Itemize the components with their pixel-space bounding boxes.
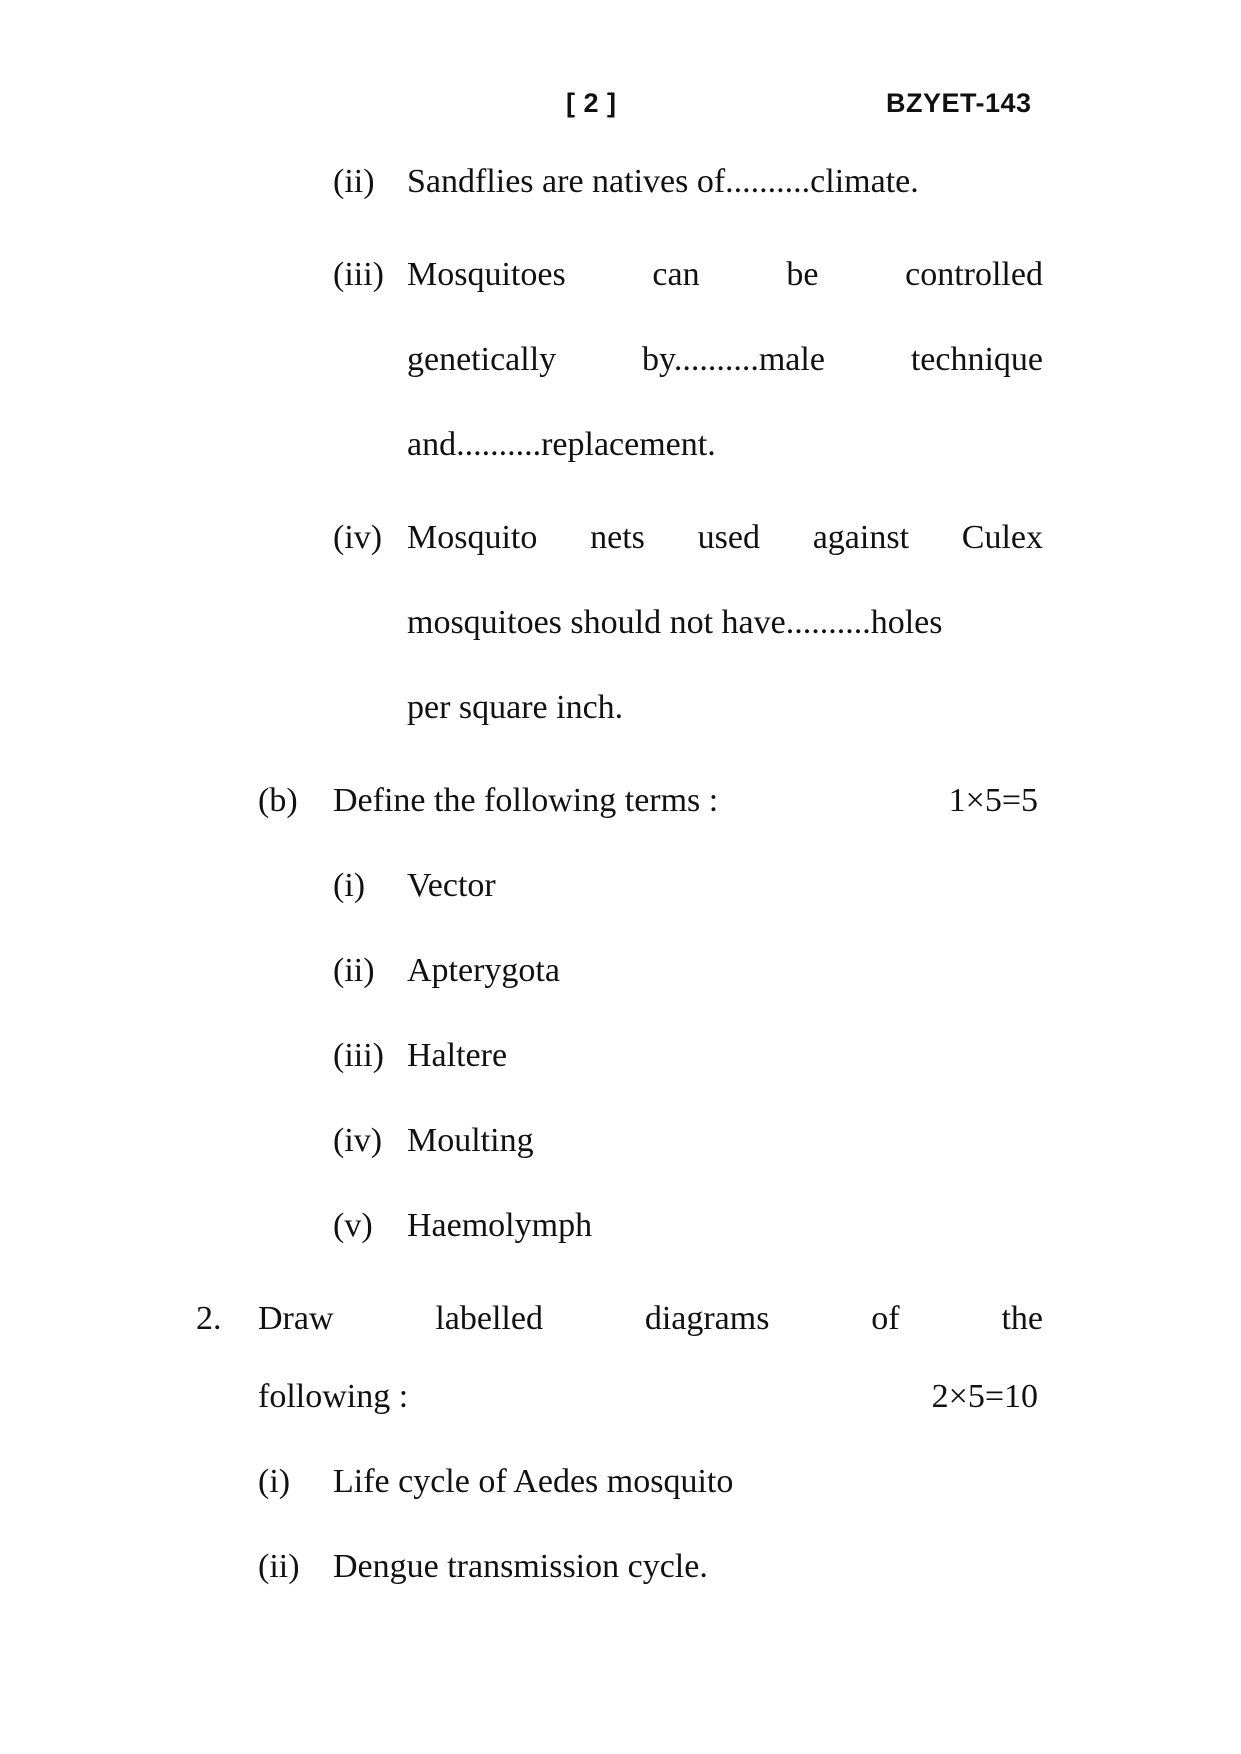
term: Haemolymph <box>407 1207 593 1244</box>
item-number: (iv) <box>333 1122 383 1159</box>
term: Apterygota <box>407 952 560 989</box>
item-number: (iii) <box>333 1037 384 1074</box>
question-text-line: per square inch. <box>407 689 624 726</box>
question-text: Sandflies are natives of..........climate. <box>407 163 919 200</box>
term: Vector <box>407 867 496 904</box>
page-number: [ 2 ] <box>566 88 617 118</box>
word: of <box>871 1300 900 1337</box>
word: against <box>812 519 910 556</box>
word: controlled <box>905 256 1043 293</box>
item-number: (iii) <box>333 256 384 293</box>
question-text-line <box>407 340 1043 380</box>
paper-code: BZYET-143 <box>886 88 1032 118</box>
word: used <box>697 519 760 556</box>
item-number: (ii) <box>333 163 375 200</box>
item-number: (iv) <box>333 519 383 556</box>
item-number: (i) <box>333 867 366 904</box>
word: technique <box>910 341 1043 378</box>
word: can <box>652 256 700 293</box>
question-number: 2. <box>196 1300 222 1337</box>
section-text: Define the following terms : <box>333 782 719 819</box>
section-label: (b) <box>258 782 298 819</box>
word: diagrams <box>644 1300 770 1337</box>
diagram-item: Dengue transmission cycle. <box>333 1548 708 1585</box>
word: by..........male <box>642 341 825 378</box>
term: Moulting <box>407 1122 534 1159</box>
item-number: (ii) <box>333 952 375 989</box>
word: Draw <box>258 1300 334 1337</box>
item-number: (v) <box>333 1207 373 1244</box>
item-number: (ii) <box>258 1548 300 1585</box>
question-text-line <box>407 518 1043 558</box>
question-text-line <box>258 1299 1043 1339</box>
question-text-line: following : <box>258 1378 409 1415</box>
question-text-line: and..........replacement. <box>407 426 716 463</box>
question-text-line <box>407 255 1043 295</box>
term: Haltere <box>407 1037 508 1074</box>
diagram-item: Life cycle of Aedes mosquito <box>333 1463 734 1500</box>
word: Culex <box>961 519 1043 556</box>
word: nets <box>590 519 645 556</box>
word: be <box>786 256 819 293</box>
word: genetically <box>407 341 557 378</box>
word: labelled <box>435 1300 543 1337</box>
question-text-line: mosquitoes should not have..........holes <box>407 604 943 641</box>
word: the <box>1001 1300 1043 1337</box>
marks: 2×5=10 <box>931 1378 1038 1415</box>
marks: 1×5=5 <box>948 782 1038 819</box>
word: Mosquitoes <box>407 256 566 293</box>
word: Mosquito <box>407 519 538 556</box>
item-number: (i) <box>258 1463 291 1500</box>
